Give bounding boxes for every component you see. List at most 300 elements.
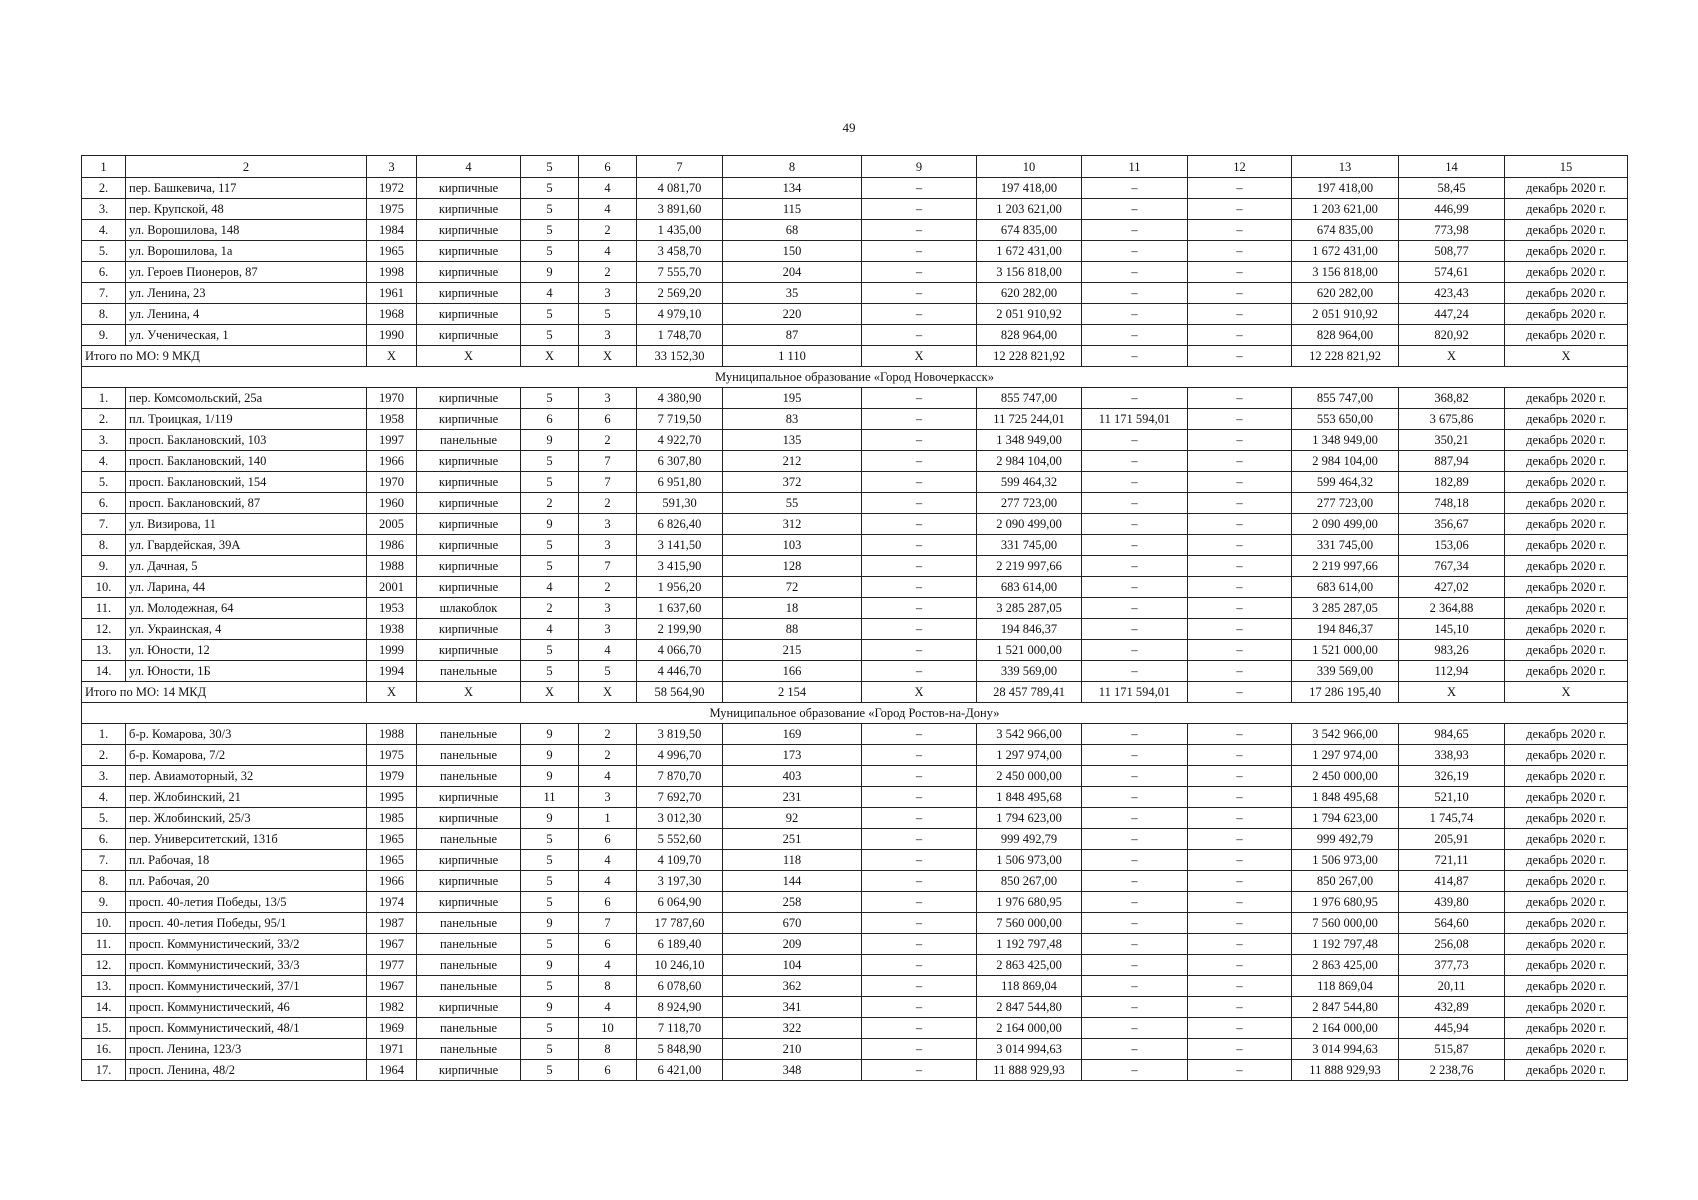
- table-cell: –: [862, 619, 977, 640]
- address-cell: просп. Коммунистический, 33/3: [126, 955, 367, 976]
- table-cell: 92: [723, 808, 862, 829]
- total-cell: X: [521, 682, 579, 703]
- table-cell: –: [1188, 892, 1292, 913]
- column-number-cell: 13: [1292, 156, 1399, 178]
- address-cell: просп. 40-летия Победы, 13/5: [126, 892, 367, 913]
- table-cell: –: [862, 598, 977, 619]
- address-cell: ул. Ларина, 44: [126, 577, 367, 598]
- table-cell: 339 569,00: [1292, 661, 1399, 682]
- table-cell: –: [862, 304, 977, 325]
- table-cell: 3 156 818,00: [1292, 262, 1399, 283]
- table-cell: 7: [579, 556, 637, 577]
- table-cell: 553 650,00: [1292, 409, 1399, 430]
- table-cell: 5: [521, 451, 579, 472]
- table-cell: 1938: [367, 619, 417, 640]
- table-cell: 9: [521, 262, 579, 283]
- table-cell: 8.: [82, 304, 126, 325]
- table-cell: 5: [521, 325, 579, 346]
- table-cell: 1960: [367, 493, 417, 514]
- table-cell: –: [862, 577, 977, 598]
- table-cell: 9: [521, 430, 579, 451]
- table-cell: –: [1188, 304, 1292, 325]
- table-cell: 1985: [367, 808, 417, 829]
- table-cell: 850 267,00: [977, 871, 1082, 892]
- table-cell: декабрь 2020 г.: [1505, 514, 1628, 535]
- table-cell: –: [1188, 976, 1292, 997]
- table-cell: 4 996,70: [637, 745, 723, 766]
- table-cell: 4.: [82, 451, 126, 472]
- table-cell: 446,99: [1399, 199, 1505, 220]
- table-cell: декабрь 2020 г.: [1505, 199, 1628, 220]
- table-cell: 1966: [367, 871, 417, 892]
- table-cell: 1 521 000,00: [1292, 640, 1399, 661]
- column-number-cell: 9: [862, 156, 977, 178]
- table-cell: 3 197,30: [637, 871, 723, 892]
- table-cell: –: [1082, 955, 1188, 976]
- table-cell: 7.: [82, 283, 126, 304]
- total-label: Итого по МО: 14 МКД: [82, 682, 367, 703]
- table-cell: 1 794 623,00: [1292, 808, 1399, 829]
- total-cell: X: [862, 346, 977, 367]
- table-cell: 2 863 425,00: [977, 955, 1082, 976]
- table-cell: кирпичные: [417, 1060, 521, 1081]
- table-cell: 5.: [82, 241, 126, 262]
- table-cell: –: [1082, 220, 1188, 241]
- table-cell: 427,02: [1399, 577, 1505, 598]
- table-cell: –: [1188, 577, 1292, 598]
- table-cell: 13.: [82, 976, 126, 997]
- table-cell: 377,73: [1399, 955, 1505, 976]
- table-cell: 1987: [367, 913, 417, 934]
- table-cell: кирпичные: [417, 577, 521, 598]
- table-cell: 341: [723, 997, 862, 1018]
- total-cell: –: [1188, 682, 1292, 703]
- address-cell: ул. Ворошилова, 1а: [126, 241, 367, 262]
- table-cell: 331 745,00: [977, 535, 1082, 556]
- table-cell: –: [862, 808, 977, 829]
- table-cell: 4 979,10: [637, 304, 723, 325]
- table-cell: 2 450 000,00: [1292, 766, 1399, 787]
- address-cell: пер. Авиамоторный, 32: [126, 766, 367, 787]
- table-cell: 11 725 244,01: [977, 409, 1082, 430]
- table-cell: –: [862, 535, 977, 556]
- table-cell: декабрь 2020 г.: [1505, 1060, 1628, 1081]
- table-cell: 1965: [367, 241, 417, 262]
- table-cell: 17 787,60: [637, 913, 723, 934]
- table-cell: 11 888 929,93: [977, 1060, 1082, 1081]
- table-cell: 620 282,00: [1292, 283, 1399, 304]
- table-cell: 1 192 797,48: [977, 934, 1082, 955]
- table-cell: 5: [521, 829, 579, 850]
- table-cell: –: [862, 199, 977, 220]
- table-cell: 2 219 997,66: [977, 556, 1082, 577]
- table-cell: 4.: [82, 220, 126, 241]
- table-cell: –: [1082, 178, 1188, 199]
- table-cell: 5: [521, 661, 579, 682]
- table-cell: 3 285 287,05: [977, 598, 1082, 619]
- table-row: [82, 535, 1628, 556]
- table-cell: 1 976 680,95: [977, 892, 1082, 913]
- table-cell: –: [862, 997, 977, 1018]
- table-cell: кирпичные: [417, 304, 521, 325]
- address-cell: просп. 40-летия Победы, 95/1: [126, 913, 367, 934]
- table-cell: 4: [579, 997, 637, 1018]
- table-row: [82, 724, 1628, 745]
- address-cell: просп. Коммунистический, 46: [126, 997, 367, 1018]
- table-cell: 5: [521, 850, 579, 871]
- table-cell: 134: [723, 178, 862, 199]
- table-cell: 1998: [367, 262, 417, 283]
- table-cell: 999 492,79: [977, 829, 1082, 850]
- table-cell: –: [1188, 913, 1292, 934]
- table-cell: декабрь 2020 г.: [1505, 871, 1628, 892]
- table-cell: 721,11: [1399, 850, 1505, 871]
- table-cell: –: [862, 745, 977, 766]
- table-cell: 1965: [367, 829, 417, 850]
- table-cell: 1953: [367, 598, 417, 619]
- table-cell: –: [862, 514, 977, 535]
- table-cell: 5 552,60: [637, 829, 723, 850]
- table-cell: 1 748,70: [637, 325, 723, 346]
- table-cell: 683 614,00: [1292, 577, 1399, 598]
- table-cell: –: [1082, 871, 1188, 892]
- table-cell: 4: [521, 283, 579, 304]
- address-cell: ул. Молодежная, 64: [126, 598, 367, 619]
- table-cell: –: [862, 829, 977, 850]
- table-cell: 6 189,40: [637, 934, 723, 955]
- address-cell: ул. Юности, 12: [126, 640, 367, 661]
- table-cell: –: [1082, 934, 1188, 955]
- table-cell: 3 542 966,00: [977, 724, 1082, 745]
- table-cell: 322: [723, 1018, 862, 1039]
- table-row: [82, 220, 1628, 241]
- table-cell: 9.: [82, 892, 126, 913]
- address-cell: ул. Гвардейская, 39А: [126, 535, 367, 556]
- table-cell: –: [1082, 850, 1188, 871]
- table-cell: 564,60: [1399, 913, 1505, 934]
- table-cell: –: [862, 724, 977, 745]
- table-row: [82, 1039, 1628, 1060]
- total-cell: –: [1188, 346, 1292, 367]
- table-cell: –: [1082, 766, 1188, 787]
- table-cell: 256,08: [1399, 934, 1505, 955]
- table-cell: 4: [579, 955, 637, 976]
- table-cell: декабрь 2020 г.: [1505, 598, 1628, 619]
- page-number: 49: [842, 120, 856, 135]
- table-cell: 1 297 974,00: [977, 745, 1082, 766]
- table-cell: 348: [723, 1060, 862, 1081]
- table-cell: 773,98: [1399, 220, 1505, 241]
- table-cell: 215: [723, 640, 862, 661]
- table-cell: 9: [521, 745, 579, 766]
- table-cell: 1 297 974,00: [1292, 745, 1399, 766]
- table-cell: панельные: [417, 724, 521, 745]
- table-cell: 4: [521, 577, 579, 598]
- table-cell: 1 976 680,95: [1292, 892, 1399, 913]
- table-cell: 220: [723, 304, 862, 325]
- table-cell: 6: [521, 409, 579, 430]
- table-cell: 197 418,00: [977, 178, 1082, 199]
- column-number-cell: 5: [521, 156, 579, 178]
- table-cell: 11 888 929,93: [1292, 1060, 1399, 1081]
- table-cell: 169: [723, 724, 862, 745]
- table-cell: 4 081,70: [637, 178, 723, 199]
- table-cell: –: [862, 787, 977, 808]
- table-cell: –: [1082, 745, 1188, 766]
- table-cell: 2.: [82, 745, 126, 766]
- address-cell: просп. Ленина, 123/3: [126, 1039, 367, 1060]
- table-cell: декабрь 2020 г.: [1505, 388, 1628, 409]
- address-cell: ул. Ученическая, 1: [126, 325, 367, 346]
- table-cell: 166: [723, 661, 862, 682]
- table-cell: 2: [521, 598, 579, 619]
- table-cell: –: [862, 661, 977, 682]
- table-cell: 432,89: [1399, 997, 1505, 1018]
- table-cell: декабрь 2020 г.: [1505, 241, 1628, 262]
- address-cell: пер. Комсомольский, 25а: [126, 388, 367, 409]
- address-cell: ул. Визирова, 11: [126, 514, 367, 535]
- table-cell: 3 891,60: [637, 199, 723, 220]
- table-cell: –: [1082, 262, 1188, 283]
- table-cell: панельные: [417, 934, 521, 955]
- table-cell: –: [862, 556, 977, 577]
- table-cell: 5: [521, 199, 579, 220]
- table-row: [82, 451, 1628, 472]
- table-cell: –: [1188, 262, 1292, 283]
- table-cell: 3 156 818,00: [977, 262, 1082, 283]
- address-cell: просп. Баклановский, 103: [126, 430, 367, 451]
- table-cell: 1 848 495,68: [1292, 787, 1399, 808]
- table-cell: 5: [521, 976, 579, 997]
- table-cell: 3 542 966,00: [1292, 724, 1399, 745]
- table-cell: 855 747,00: [977, 388, 1082, 409]
- table-cell: декабрь 2020 г.: [1505, 430, 1628, 451]
- table-cell: 674 835,00: [977, 220, 1082, 241]
- table-row: [82, 913, 1628, 934]
- table-cell: 1969: [367, 1018, 417, 1039]
- table-cell: 277 723,00: [1292, 493, 1399, 514]
- table-cell: 3 141,50: [637, 535, 723, 556]
- column-number-row: [82, 156, 1628, 178]
- table-row: [82, 1018, 1628, 1039]
- table-cell: 5.: [82, 808, 126, 829]
- table-cell: 7 692,70: [637, 787, 723, 808]
- table-cell: 104: [723, 955, 862, 976]
- table-cell: 2: [579, 220, 637, 241]
- table-cell: 6 064,90: [637, 892, 723, 913]
- table-cell: декабрь 2020 г.: [1505, 556, 1628, 577]
- total-cell: –: [1082, 346, 1188, 367]
- table-cell: 58,45: [1399, 178, 1505, 199]
- table-cell: 1988: [367, 724, 417, 745]
- table-cell: 194 846,37: [1292, 619, 1399, 640]
- table-cell: –: [1188, 325, 1292, 346]
- total-cell: X: [579, 346, 637, 367]
- table-cell: 1 203 621,00: [977, 199, 1082, 220]
- table-cell: 197 418,00: [1292, 178, 1399, 199]
- table-cell: 2 450 000,00: [977, 766, 1082, 787]
- table-cell: кирпичные: [417, 493, 521, 514]
- table-cell: –: [1188, 1018, 1292, 1039]
- table-cell: 5: [521, 1018, 579, 1039]
- table-cell: 1994: [367, 661, 417, 682]
- total-cell: 12 228 821,92: [977, 346, 1082, 367]
- table-cell: 2.: [82, 409, 126, 430]
- table-cell: 3: [579, 535, 637, 556]
- table-cell: 231: [723, 787, 862, 808]
- column-number-cell: 15: [1505, 156, 1628, 178]
- table-cell: 1 672 431,00: [977, 241, 1082, 262]
- table-cell: –: [1188, 535, 1292, 556]
- table-cell: –: [1082, 1039, 1188, 1060]
- table-cell: 350,21: [1399, 430, 1505, 451]
- table-cell: декабрь 2020 г.: [1505, 220, 1628, 241]
- table-cell: 4: [579, 640, 637, 661]
- total-cell: 2 154: [723, 682, 862, 703]
- table-cell: 2: [579, 724, 637, 745]
- table-cell: 599 464,32: [977, 472, 1082, 493]
- table-cell: 447,24: [1399, 304, 1505, 325]
- table-cell: 3 458,70: [637, 241, 723, 262]
- address-cell: пл. Рабочая, 20: [126, 871, 367, 892]
- table-cell: 3: [579, 388, 637, 409]
- table-cell: –: [1188, 241, 1292, 262]
- table-cell: 6 078,60: [637, 976, 723, 997]
- table-cell: 3 285 287,05: [1292, 598, 1399, 619]
- table-cell: 591,30: [637, 493, 723, 514]
- total-cell: X: [367, 346, 417, 367]
- table-cell: 5 848,90: [637, 1039, 723, 1060]
- table-cell: –: [1082, 913, 1188, 934]
- address-cell: просп. Коммунистический, 37/1: [126, 976, 367, 997]
- table-cell: 4.: [82, 787, 126, 808]
- total-cell: 17 286 195,40: [1292, 682, 1399, 703]
- table-cell: –: [1188, 178, 1292, 199]
- table-row: [82, 472, 1628, 493]
- table-cell: 2: [579, 493, 637, 514]
- table-cell: 5: [521, 388, 579, 409]
- table-cell: 10.: [82, 577, 126, 598]
- table-cell: панельные: [417, 976, 521, 997]
- table-cell: –: [1188, 619, 1292, 640]
- table-cell: 1975: [367, 199, 417, 220]
- table-cell: декабрь 2020 г.: [1505, 577, 1628, 598]
- table-cell: –: [1082, 1018, 1188, 1039]
- column-number-cell: 1: [82, 156, 126, 178]
- table-cell: 6: [579, 892, 637, 913]
- table-cell: 212: [723, 451, 862, 472]
- table-cell: 118: [723, 850, 862, 871]
- table-cell: –: [1082, 619, 1188, 640]
- table-cell: 2 051 910,92: [1292, 304, 1399, 325]
- table-cell: 339 569,00: [977, 661, 1082, 682]
- table-cell: 6 307,80: [637, 451, 723, 472]
- table-cell: –: [1188, 745, 1292, 766]
- table-cell: 820,92: [1399, 325, 1505, 346]
- table-cell: 195: [723, 388, 862, 409]
- table-cell: декабрь 2020 г.: [1505, 283, 1628, 304]
- table-cell: –: [1188, 451, 1292, 472]
- table-cell: –: [1188, 493, 1292, 514]
- table-cell: 7 870,70: [637, 766, 723, 787]
- address-cell: пер. Жлобинский, 21: [126, 787, 367, 808]
- table-cell: 1 672 431,00: [1292, 241, 1399, 262]
- table-cell: 9.: [82, 325, 126, 346]
- table-cell: декабрь 2020 г.: [1505, 976, 1628, 997]
- table-cell: –: [1188, 556, 1292, 577]
- table-cell: 9: [521, 997, 579, 1018]
- column-number-cell: 6: [579, 156, 637, 178]
- table-cell: 3: [579, 598, 637, 619]
- table-row: [82, 997, 1628, 1018]
- table-cell: 5: [521, 220, 579, 241]
- table-cell: 1.: [82, 388, 126, 409]
- table-cell: 1 348 949,00: [1292, 430, 1399, 451]
- table-cell: 258: [723, 892, 862, 913]
- column-number-cell: 7: [637, 156, 723, 178]
- table-cell: 1958: [367, 409, 417, 430]
- table-cell: –: [1188, 829, 1292, 850]
- table-cell: 1964: [367, 1060, 417, 1081]
- table-cell: –: [1082, 535, 1188, 556]
- table-cell: 2 847 544,80: [1292, 997, 1399, 1018]
- table-cell: 1979: [367, 766, 417, 787]
- table-cell: 326,19: [1399, 766, 1505, 787]
- table-cell: 984,65: [1399, 724, 1505, 745]
- table-cell: 210: [723, 1039, 862, 1060]
- table-cell: 439,80: [1399, 892, 1505, 913]
- table-cell: 3.: [82, 430, 126, 451]
- table-cell: 312: [723, 514, 862, 535]
- table-cell: –: [862, 241, 977, 262]
- table-cell: 35: [723, 283, 862, 304]
- table-cell: –: [1188, 283, 1292, 304]
- total-cell: X: [1399, 682, 1505, 703]
- table-cell: –: [1082, 808, 1188, 829]
- table-cell: 6.: [82, 493, 126, 514]
- table-cell: 3: [579, 283, 637, 304]
- table-cell: 7 719,50: [637, 409, 723, 430]
- table-cell: декабрь 2020 г.: [1505, 787, 1628, 808]
- table-cell: 209: [723, 934, 862, 955]
- table-cell: 2005: [367, 514, 417, 535]
- table-cell: –: [862, 472, 977, 493]
- table-cell: 1970: [367, 388, 417, 409]
- table-cell: панельные: [417, 430, 521, 451]
- table-cell: 205,91: [1399, 829, 1505, 850]
- address-cell: просп. Коммунистический, 33/2: [126, 934, 367, 955]
- table-cell: 1.: [82, 724, 126, 745]
- table-row: [82, 199, 1628, 220]
- section-title: Муниципальное образование «Город Новочеркасск»: [82, 367, 1628, 388]
- table-cell: кирпичные: [417, 178, 521, 199]
- table-cell: 118 869,04: [977, 976, 1082, 997]
- table-row: [82, 640, 1628, 661]
- table-cell: 5: [521, 871, 579, 892]
- table-cell: –: [862, 955, 977, 976]
- table-cell: 8: [579, 1039, 637, 1060]
- table-cell: –: [1082, 976, 1188, 997]
- table-cell: 112,94: [1399, 661, 1505, 682]
- table-cell: 87: [723, 325, 862, 346]
- table-cell: 115: [723, 199, 862, 220]
- table-cell: 2001: [367, 577, 417, 598]
- table-cell: 9: [521, 955, 579, 976]
- table-cell: декабрь 2020 г.: [1505, 640, 1628, 661]
- table-cell: –: [1188, 199, 1292, 220]
- address-cell: ул. Юности, 1Б: [126, 661, 367, 682]
- section-title-row: [82, 703, 1628, 724]
